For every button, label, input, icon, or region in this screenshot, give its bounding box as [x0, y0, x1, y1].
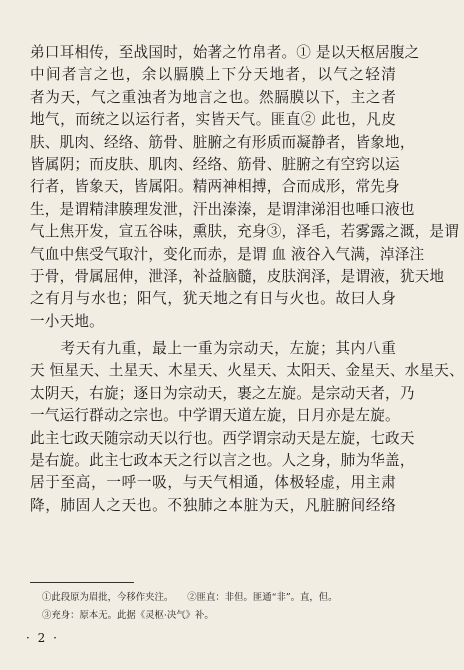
footnote-divider — [30, 582, 134, 583]
text-line-last: 一小天地。 — [30, 312, 104, 330]
footnotes — [42, 589, 394, 625]
text-line: 弟口耳相传，至战国时，始著之竹帛者。① 是以天枢居腹之 — [30, 44, 420, 61]
paragraph-2 — [30, 338, 464, 517]
text-line: 气血中焦受气取汁，变化而赤，是谓 血 液谷入气满，淖泽注 — [30, 245, 425, 263]
footnote-line: ③充身：原本无。此据《灵枢·决气》补。 — [42, 610, 214, 621]
text-line: 太阴天，右旋；逐日为宗动天，裹之左旋。是宗动天者，乃 — [30, 384, 415, 402]
text-line: 皆属阴；而皮肤、肌肉、经络、筋骨、脏腑之有空窍以运 — [30, 155, 400, 173]
text-line: 于骨，骨属屈伸，泄泽，补益脑髓，皮肤润泽，是谓液，犹天地 — [30, 267, 445, 285]
text-line: 考天有九重，最上一重为宗动天，左旋；其内八重 — [30, 340, 396, 358]
text-line: 者为天，气之重浊者为地言之也。然膈膜以下，主之者 — [30, 88, 396, 106]
main-text — [30, 42, 464, 517]
text-line: 行者，皆象天，皆属阳。精两神相搏，合而成形，常先身 — [30, 178, 400, 196]
text-line: 之有月与水也；阳气，犹天地之有日与火也。故曰人身 — [30, 290, 396, 308]
text-line: 此主七政天随宗动天以行也。西学谓宗动天是左旋，七政天 — [30, 429, 415, 447]
text-line: 中间者言之也，余以膈膜上下分天地者，以气之轻清 — [30, 66, 396, 84]
text-line: 气上焦开发，宣五谷味，熏肤，充身③，泽毛，若雾露之溉，是谓 — [30, 223, 460, 241]
text-line: 生，是谓精津腠理发泄，汗出溱溱，是谓津涕泪也唾口液也 — [30, 200, 415, 218]
text-line: 地气，而统之以运行者，实皆天气。匪直② 此也，凡皮 — [30, 111, 396, 129]
text-line: 一气运行群动之宗也。中学谓天道左旋，日月亦是左旋。 — [30, 407, 400, 425]
text-line: 是右旋。此主七政本天之行以言之也。人之身，肺为华盖， — [30, 452, 415, 470]
text-line: 肤、肌肉、经络、筋骨、脏腑之有形质而凝静者，皆象地， — [30, 133, 415, 151]
text-line: 天 恒星天、土星天、木星天、火星天、太阳天、金星天、水星天、 — [30, 362, 464, 380]
page-number: · 2 · — [26, 631, 59, 645]
text-line: 居于至高，一呼一吸，与天气相通，体极轻虚，用主肃 — [30, 474, 396, 492]
paragraph-1 — [30, 42, 460, 333]
footnote-line: ①此段原为眉批，今移作夹注。 ②匪直：非但。匪通“非”。直，但。 — [42, 592, 338, 603]
text-line: 降，肺固人之天也。不独肺之本脏为天，凡脏腑间经络 — [30, 496, 396, 514]
